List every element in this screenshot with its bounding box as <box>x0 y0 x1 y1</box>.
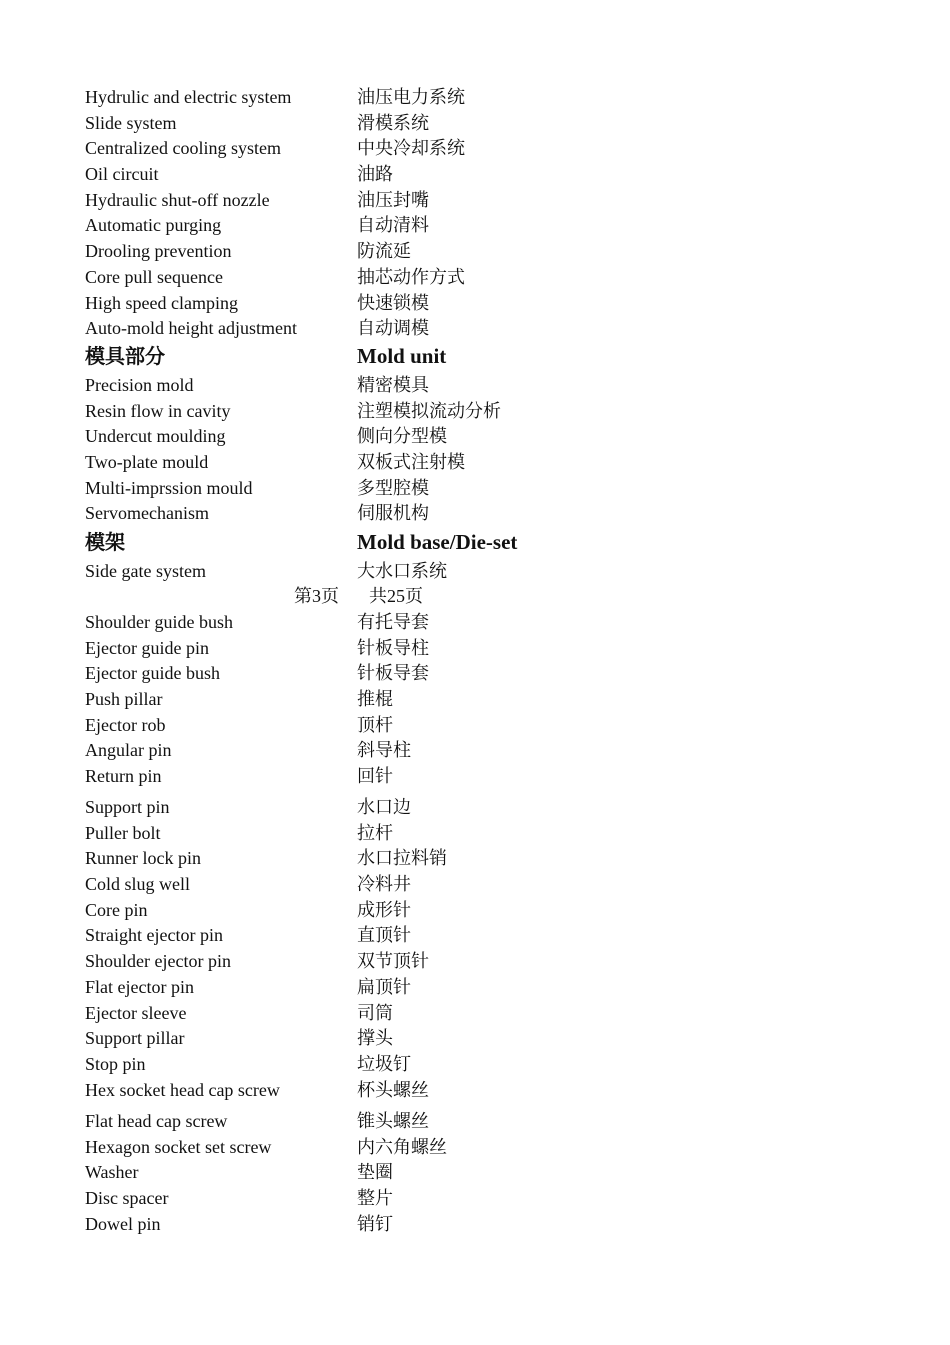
term-english: Hydrulic and electric system <box>85 87 292 107</box>
heading-zh: 模具部分 <box>85 344 165 368</box>
term-row <box>85 265 645 291</box>
term-row <box>85 450 645 476</box>
term-chinese: 防流延 <box>357 241 411 262</box>
section-heading-mold-unit <box>85 341 645 372</box>
term-english: Ejector rob <box>85 714 166 735</box>
term-chinese: 大水口系统 <box>357 561 447 581</box>
term-chinese: 抽芯动作方式 <box>357 266 465 287</box>
term-row <box>85 1212 645 1238</box>
page-number-current: 第3页 <box>294 586 339 606</box>
term-row <box>85 1135 645 1161</box>
term-english: Angular pin <box>85 740 172 761</box>
term-english: Core pull sequence <box>85 266 223 287</box>
term-english: Multi-imprssion mould <box>85 477 253 498</box>
term-english: Hex socket head cap screw <box>85 1079 280 1100</box>
term-english: Disc spacer <box>85 1188 169 1209</box>
term-chinese: 内六角螺丝 <box>357 1136 447 1157</box>
term-chinese: 自动调模 <box>357 318 429 339</box>
term-chinese: 双节顶针 <box>357 951 429 972</box>
term-english: Side gate system <box>85 561 206 581</box>
term-english: Auto-mold height adjustment <box>85 318 297 339</box>
term-row <box>85 213 645 239</box>
term-english: Dowel pin <box>85 1213 161 1234</box>
term-english: Two-plate mould <box>85 452 209 473</box>
page-number-total: 共25页 <box>369 586 423 606</box>
term-chinese: 锥头螺丝 <box>357 1111 429 1131</box>
term-english: Shoulder guide bush <box>85 612 233 632</box>
term-row <box>85 846 645 872</box>
term-chinese: 油压电力系统 <box>357 87 465 107</box>
term-list-mold-base-part4 <box>85 1109 645 1237</box>
term-chinese: 成形针 <box>357 899 411 920</box>
term-chinese: 侧向分型模 <box>357 426 447 447</box>
term-english: Automatic purging <box>85 215 222 236</box>
term-chinese: 自动清料 <box>357 215 429 236</box>
term-row <box>85 291 645 317</box>
term-english: Resin flow in cavity <box>85 400 231 421</box>
term-english: Servomechanism <box>85 503 209 524</box>
term-english: Oil circuit <box>85 164 159 185</box>
term-chinese: 撑头 <box>357 1028 393 1049</box>
term-chinese: 水口拉料销 <box>357 848 447 869</box>
term-chinese: 冷料井 <box>357 874 411 895</box>
term-row <box>85 559 645 585</box>
term-english: Core pin <box>85 899 148 920</box>
term-chinese: 推棍 <box>357 689 393 710</box>
term-row <box>85 764 645 790</box>
term-english: Flat ejector pin <box>85 976 194 997</box>
term-english: Ejector guide bush <box>85 663 220 684</box>
term-row <box>85 872 645 898</box>
term-row <box>85 1026 645 1052</box>
term-chinese: 中央冷却系统 <box>357 138 465 159</box>
term-row <box>85 975 645 1001</box>
term-row <box>85 949 645 975</box>
term-chinese: 拉杆 <box>357 822 393 843</box>
term-row <box>85 316 645 342</box>
term-english: Ejector sleeve <box>85 1002 187 1023</box>
term-english: Return pin <box>85 766 162 787</box>
term-list-mold-base-part1 <box>85 559 645 585</box>
term-row <box>85 636 645 662</box>
term-chinese: 伺服机构 <box>357 503 429 524</box>
term-english: Puller bolt <box>85 822 161 843</box>
term-english: Cold slug well <box>85 874 191 895</box>
term-row <box>85 1078 645 1104</box>
term-chinese: 销钉 <box>357 1213 393 1234</box>
term-english: Support pillar <box>85 1028 185 1049</box>
term-chinese: 扁顶针 <box>357 976 411 997</box>
term-row <box>85 373 645 399</box>
term-english: Washer <box>85 1162 139 1183</box>
term-chinese: 整片 <box>357 1188 393 1209</box>
term-row <box>85 923 645 949</box>
term-chinese: 针板导套 <box>357 663 429 684</box>
term-chinese: 多型腔模 <box>357 477 429 498</box>
term-row <box>85 136 645 162</box>
heading-en: Mold base/Die-set <box>357 530 518 554</box>
heading-zh: 模架 <box>85 530 125 554</box>
term-row <box>85 399 645 425</box>
term-english: Hexagon socket set screw <box>85 1136 272 1157</box>
term-row <box>85 1052 645 1078</box>
term-english: Slide system <box>85 112 177 133</box>
term-chinese: 垃圾钉 <box>357 1053 411 1074</box>
term-row <box>85 85 645 111</box>
term-chinese: 水口边 <box>357 797 411 817</box>
term-english: Centralized cooling system <box>85 138 281 159</box>
term-row <box>85 162 645 188</box>
term-row <box>85 687 645 713</box>
term-chinese: 有托导套 <box>357 612 429 632</box>
term-row <box>85 239 645 265</box>
term-chinese: 注塑模拟流动分析 <box>357 400 501 421</box>
term-chinese: 滑模系统 <box>357 112 429 133</box>
page-footer <box>85 584 645 610</box>
term-row <box>85 188 645 214</box>
term-english: Undercut moulding <box>85 426 226 447</box>
term-row <box>85 713 645 739</box>
term-row <box>85 610 645 636</box>
term-chinese: 杯头螺丝 <box>357 1079 429 1100</box>
term-row <box>85 1186 645 1212</box>
term-chinese: 快速锁模 <box>357 292 429 313</box>
term-row <box>85 1001 645 1027</box>
term-chinese: 斜导柱 <box>357 740 411 761</box>
term-chinese: 司筒 <box>357 1002 393 1023</box>
term-english: High speed clamping <box>85 292 238 313</box>
term-row <box>85 111 645 137</box>
term-row <box>85 821 645 847</box>
term-chinese: 垫圈 <box>357 1162 393 1183</box>
term-list-mold-base-part2 <box>85 610 645 790</box>
section-heading-mold-base <box>85 527 645 558</box>
term-row <box>85 1160 645 1186</box>
term-chinese: 精密模具 <box>357 375 429 395</box>
term-chinese: 回针 <box>357 766 393 787</box>
term-english: Shoulder ejector pin <box>85 951 231 972</box>
term-english: Runner lock pin <box>85 848 201 869</box>
term-chinese: 油路 <box>357 164 393 185</box>
term-english: Precision mold <box>85 375 194 395</box>
term-row <box>85 501 645 527</box>
term-chinese: 直顶针 <box>357 925 411 946</box>
term-row <box>85 795 645 821</box>
term-english: Straight ejector pin <box>85 925 223 946</box>
term-list-mold-unit <box>85 373 645 527</box>
heading-en: Mold unit <box>357 344 447 368</box>
term-row <box>85 1109 645 1135</box>
term-english: Flat head cap screw <box>85 1111 228 1131</box>
term-english: Hydraulic shut-off nozzle <box>85 189 270 210</box>
term-english: Stop pin <box>85 1053 146 1074</box>
term-chinese: 针板导柱 <box>357 637 429 658</box>
term-english: Ejector guide pin <box>85 637 209 658</box>
term-english: Push pillar <box>85 689 163 710</box>
term-row <box>85 661 645 687</box>
term-chinese: 双板式注射模 <box>357 452 465 473</box>
term-list-systems <box>85 85 645 342</box>
term-chinese: 油压封嘴 <box>357 189 429 210</box>
term-row <box>85 738 645 764</box>
term-row <box>85 898 645 924</box>
term-row <box>85 424 645 450</box>
term-list-mold-base-part3 <box>85 795 645 1103</box>
term-chinese: 顶杆 <box>357 714 393 735</box>
term-english: Drooling prevention <box>85 241 232 262</box>
term-row <box>85 476 645 502</box>
term-english: Support pin <box>85 797 170 817</box>
